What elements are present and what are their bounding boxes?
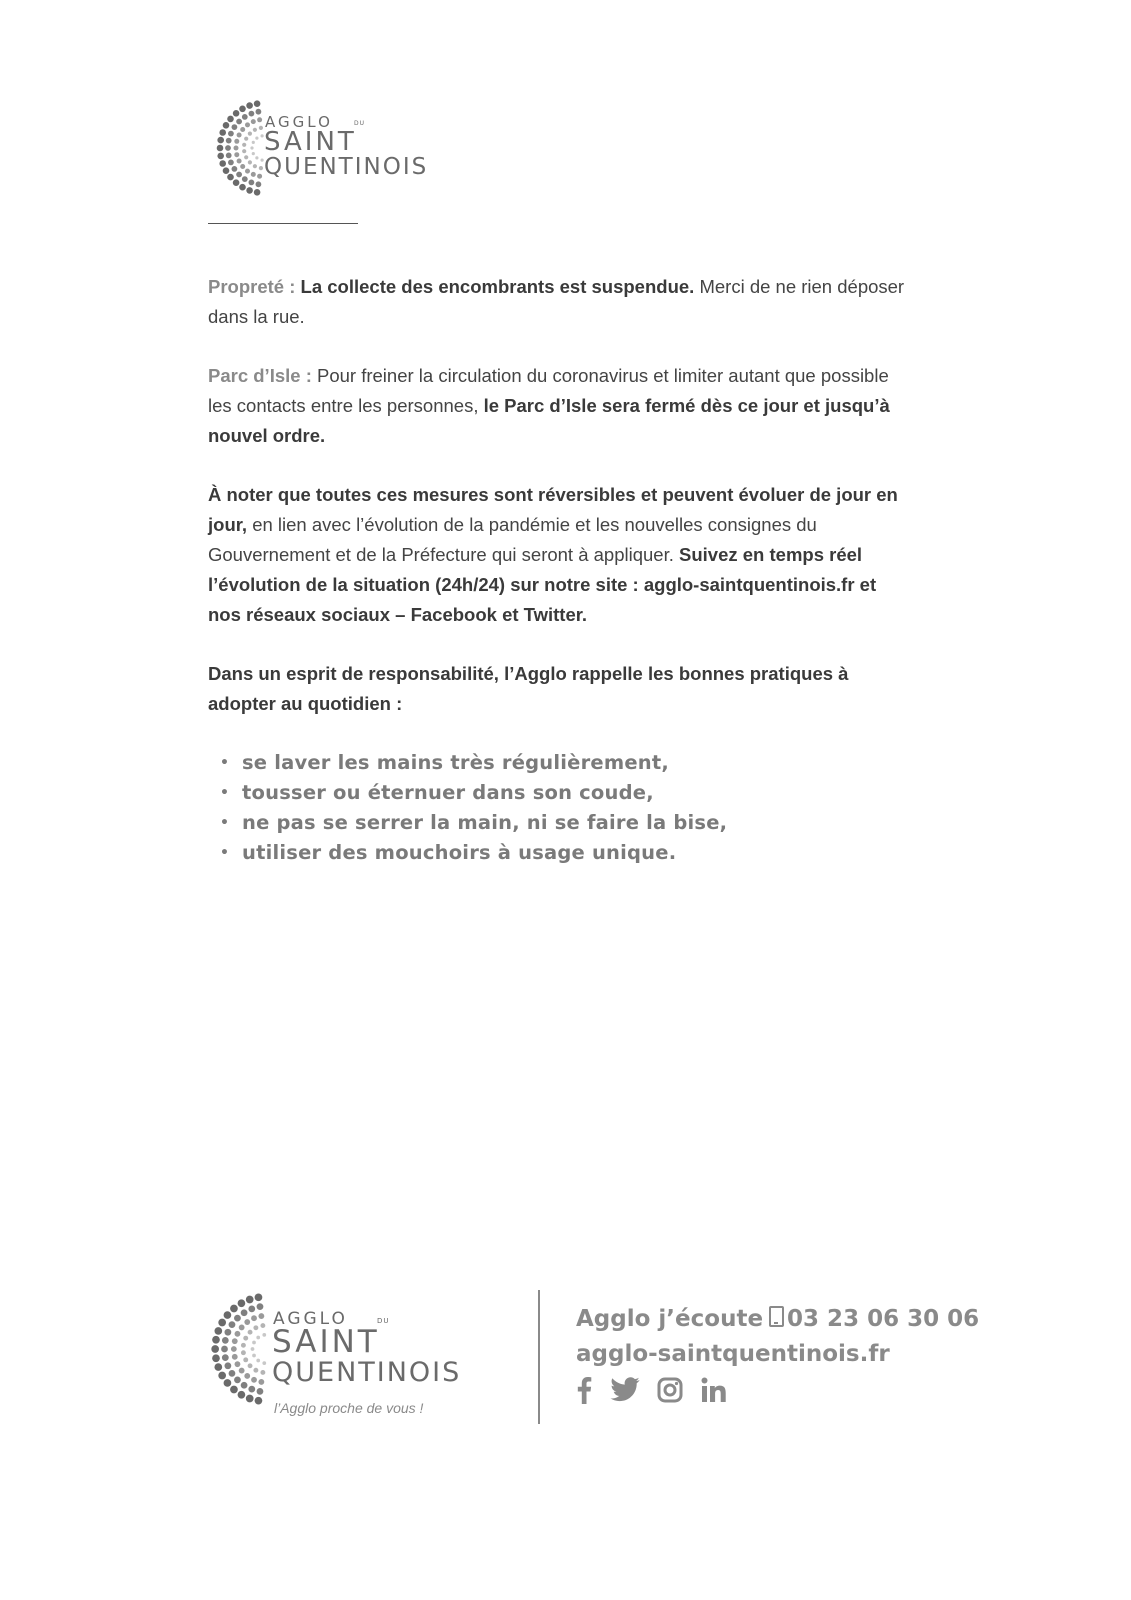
- mesures-bold-1: À noter que toutes ces mesures sont réversibles et peuvent évoluer de jour en jour,: [208, 484, 898, 535]
- paragraph-parc: [208, 361, 908, 451]
- list-item: • se laver les mains très régulièrement,: [242, 748, 908, 778]
- logo-tagline: l’Agglo proche de vous !: [274, 1400, 424, 1416]
- logo-quentinois-text: QUENTINOIS: [264, 154, 429, 180]
- logo-agglo-text: AGGLO: [273, 1309, 348, 1329]
- logo-dots-icon: [208, 100, 266, 196]
- header-logo: [208, 100, 468, 200]
- proprete-text: Merci de ne rien déposer dans la rue.: [208, 276, 905, 327]
- logo-saint-text: SAINT: [272, 1324, 380, 1360]
- logo-du-text: DU: [354, 120, 366, 127]
- mesures-bold-2: Suivez en temps réel l’évolution de la situation (24h/24) sur notre site : agglo-saintquentinois.fr et nos réseaux sociaux – Facebook et Twitter.: [208, 544, 877, 625]
- list-item: • ne pas se serrer la main, ni se faire la bise,: [242, 808, 908, 838]
- footer-logo: [200, 1293, 510, 1423]
- tips-list: [208, 748, 908, 868]
- social-links: [576, 1376, 739, 1406]
- paragraph-mesures: [208, 480, 908, 630]
- logo-du-text: DU: [377, 1317, 390, 1325]
- ecoute-line: [576, 1306, 979, 1332]
- list-item: • tousser ou éternuer dans son coude,: [242, 778, 908, 808]
- ecoute-label: Agglo j’écoute: [576, 1306, 764, 1332]
- document-body: [208, 272, 908, 868]
- proprete-lead: Propreté :: [208, 276, 296, 297]
- logo-saint-text: SAINT: [264, 127, 357, 157]
- phone-icon: [769, 1306, 784, 1327]
- proprete-bold: La collecte des encombrants est suspendue.: [300, 276, 695, 297]
- instagram-icon[interactable]: [657, 1377, 683, 1403]
- facebook-icon[interactable]: [576, 1376, 592, 1404]
- logo-quentinois-text: QUENTINOIS: [272, 1357, 462, 1388]
- list-item: • utiliser des mouchoirs à usage unique.: [242, 838, 908, 868]
- paragraph-rappel: Dans un esprit de responsabilité, l’Agglo rappelle les bonnes pratiques à adopter au quotidien :: [208, 663, 849, 714]
- twitter-icon[interactable]: [610, 1377, 640, 1403]
- logo-agglo-text: AGGLO: [265, 113, 333, 131]
- parc-lead: Parc d’Isle :: [208, 365, 312, 386]
- footer-divider: [538, 1290, 540, 1424]
- linkedin-icon[interactable]: [701, 1377, 727, 1403]
- parc-bold: le Parc d’Isle sera fermé dès ce jour et jusqu’à nouvel ordre.: [208, 395, 890, 446]
- website-link[interactable]: agglo-saintquentinois.fr: [576, 1341, 890, 1367]
- paragraph-proprete: [208, 272, 908, 332]
- phone-number[interactable]: 03 23 06 30 06: [787, 1306, 980, 1332]
- mesures-text: en lien avec l’évolution de la pandémie et les nouvelles consignes du Gouvernement et de la Préfecture qui seront à appliquer.: [208, 514, 817, 565]
- logo-dots-icon: [200, 1293, 270, 1405]
- parc-text: Pour freiner la circulation du coronavirus et limiter autant que possible les contacts entre les personnes,: [208, 365, 889, 416]
- header-divider: [208, 223, 358, 224]
